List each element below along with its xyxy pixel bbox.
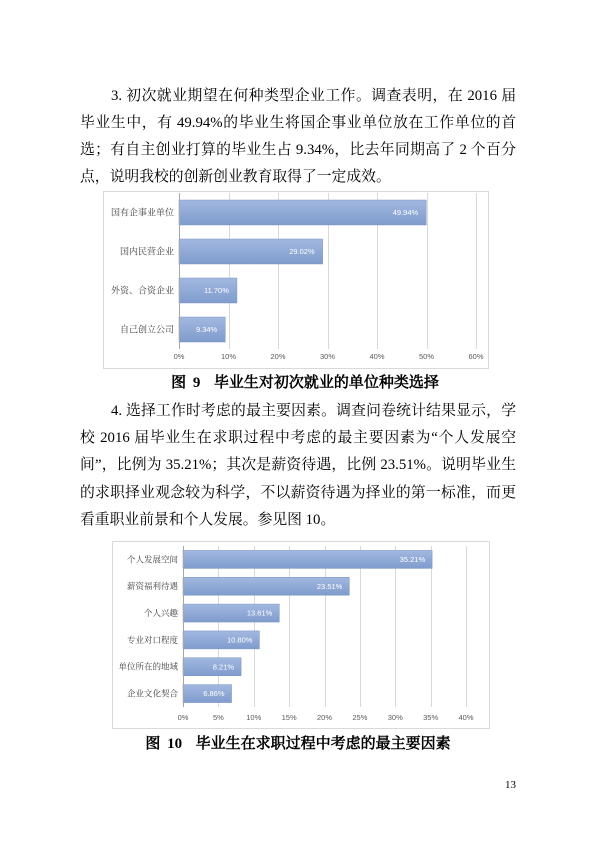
bar-value-label: 11.70%	[204, 286, 229, 296]
bar-value-label: 6.86%	[203, 689, 225, 699]
figure-10-caption: 图 10 毕业生在求职过程中考虑的最主要因素	[145, 736, 451, 752]
x-tick-label: 30%	[387, 713, 403, 722]
bar	[183, 550, 432, 568]
figure-9-caption: 图 9 毕业生对初次就业的单位种类选择	[171, 375, 439, 391]
x-tick-label: 0%	[173, 352, 185, 361]
bar-value-label: 35.21%	[399, 555, 426, 565]
category-label: 国有企事业单位	[110, 207, 174, 218]
bar-value-label: 13.61%	[246, 608, 273, 618]
x-tick-label: 25%	[352, 713, 368, 722]
x-tick-label: 10%	[220, 352, 237, 361]
x-tick-label: 0%	[177, 713, 189, 722]
paragraph-line: 毕业生中，有 49.94%的毕业生将国企事业单位放在工作单位的首	[80, 115, 516, 131]
category-label: 外资、合资企业	[110, 285, 174, 296]
bar-value-label: 8.21%	[212, 662, 235, 672]
figure-9-bar-chart	[103, 191, 489, 369]
x-tick-label: 20%	[270, 352, 286, 361]
paragraph-line: 间”，比例为 35.21%；其次是薪资待遇，比例 23.51%。说明毕业生	[80, 457, 516, 474]
paragraph-line: 选；有自主创业打算的毕业生占 9.34%，比去年同期高了 2 个百分	[80, 142, 516, 158]
page-number: 13	[505, 779, 516, 791]
bar-value-label: 49.94%	[392, 208, 419, 218]
category-label: 薪资福利待遇	[126, 581, 178, 592]
paragraph-line: 4. 选择工作时考虑的最主要因素。调查问卷统计结果显示，学	[111, 403, 516, 419]
category-label: 专业对口程度	[126, 634, 178, 645]
bar-value-label: 9.34%	[195, 325, 218, 335]
x-tick-label: 30%	[319, 352, 336, 361]
paragraph-line: 看重职业前景和个人发展。参见图 10。	[80, 511, 336, 528]
category-label: 个人发展空间	[126, 554, 178, 565]
figure-10-bar-chart	[112, 541, 490, 729]
bar-value-label: 23.51%	[316, 581, 343, 591]
x-tick-label: 20%	[316, 713, 333, 722]
x-tick-label: 35%	[423, 713, 439, 722]
paragraph-line: 3. 初次就业期望在何种类型企业工作。调查表明，在 2016 届	[111, 88, 516, 104]
x-tick-label: 10%	[246, 713, 262, 722]
section-3-paragraph	[80, 83, 516, 191]
paragraph-line: 校 2016 届毕业生在求职过程中考虑的最主要因素为“个人发展空	[80, 430, 516, 447]
bar-value-label: 29.02%	[289, 247, 315, 257]
paragraph-line: 的求职择业观念较为科学，不以薪资待遇为择业的第一标准，而更	[80, 484, 516, 501]
bar-value-label: 10.80%	[226, 635, 253, 645]
x-tick-label: 60%	[468, 352, 484, 361]
bar	[179, 200, 426, 225]
section-4-paragraph	[80, 398, 516, 534]
x-tick-label: 40%	[369, 352, 385, 361]
x-tick-label: 15%	[281, 713, 297, 722]
category-label: 企业文化契合	[126, 688, 178, 699]
paragraph-line: 点，说明我校的创新创业教育取得了一定成效。	[80, 169, 391, 185]
category-label: 国内民营企业	[119, 246, 174, 257]
x-tick-label: 5%	[212, 713, 224, 722]
x-tick-label: 40%	[458, 713, 474, 722]
category-label: 单位所在的地域	[118, 661, 178, 672]
category-label: 个人兴趣	[143, 608, 178, 619]
category-label: 自己创立公司	[119, 324, 174, 335]
x-tick-label: 50%	[418, 352, 435, 361]
